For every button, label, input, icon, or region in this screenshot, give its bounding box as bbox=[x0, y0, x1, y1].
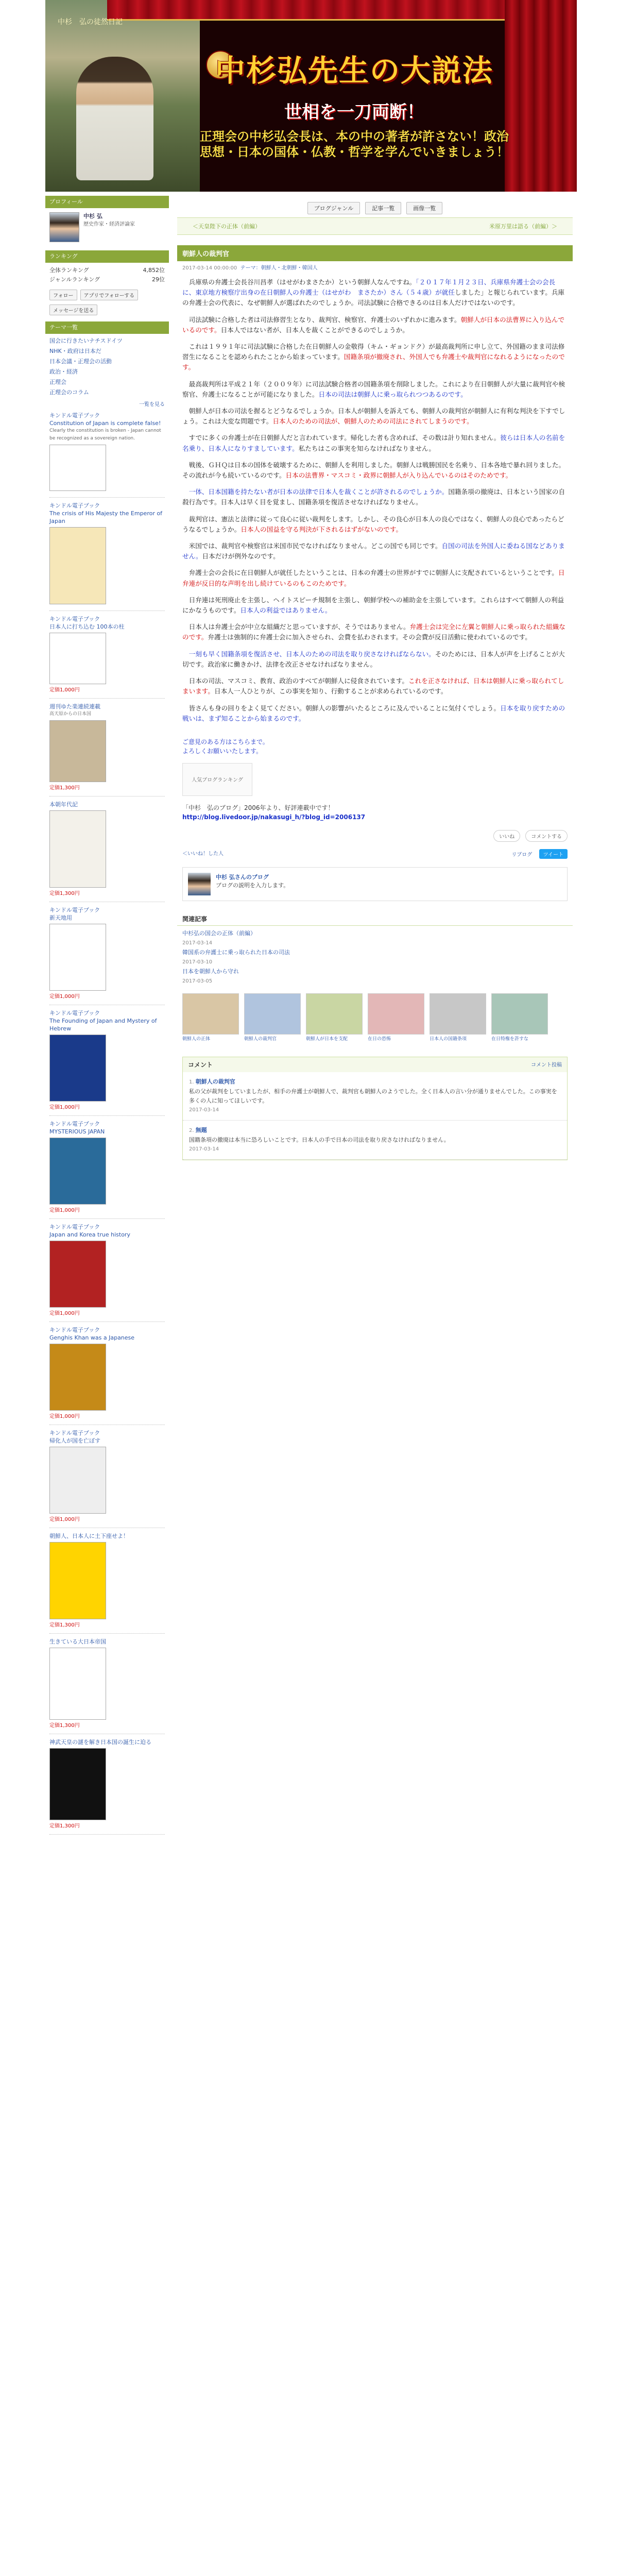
book-cover[interactable] bbox=[49, 1344, 106, 1411]
book-cover[interactable] bbox=[49, 720, 106, 782]
article-text: 皆さんも身の回りをよく見てください。朝鮮人の影響がいたるところに及んでいることに気付くでしょう。 bbox=[188, 704, 501, 712]
book-title-link[interactable]: Constitution of Japan is complete false! bbox=[49, 420, 161, 427]
article-paragraph bbox=[182, 406, 568, 427]
book-price: 定価1,300円 bbox=[49, 785, 80, 791]
book-kind: キンドル電子ブック bbox=[49, 1224, 100, 1230]
blog-subheading: 中杉 弘の徒然日記 bbox=[58, 18, 123, 26]
comment-list bbox=[183, 1072, 567, 1160]
article-text: 日弁連は死刑廃止を主張し、ヘイトスピーチ規制を主張し、朝鮮学校への補助金を主張しています。これらはすべて朝鮮人の利益にかなうものです。 bbox=[182, 596, 564, 615]
book-cover[interactable] bbox=[49, 924, 106, 991]
book-item bbox=[45, 611, 169, 698]
comments-header bbox=[183, 1057, 567, 1072]
sig-line: よろしくお願いいたします。 bbox=[182, 747, 263, 755]
book-cover[interactable] bbox=[49, 1447, 106, 1514]
article-emphasis: 日本の法曹界・マスコミ・政界に朝鮮人が入り込んでいるのはそのためです。 bbox=[285, 471, 512, 480]
book-price: 定価1,000円 bbox=[49, 994, 80, 999]
comments-section bbox=[182, 1057, 568, 1160]
book-item bbox=[45, 1322, 169, 1425]
profile-heading: プロフィール bbox=[45, 196, 169, 208]
profile-desc: 歴史作家・経済評論家 bbox=[83, 222, 135, 227]
nav-articles-button[interactable]: 記事一覧 bbox=[365, 202, 401, 214]
book-cover[interactable] bbox=[49, 1241, 106, 1308]
book-kind: キンドル電子ブック bbox=[49, 907, 100, 913]
ranking-banner[interactable]: 人気ブログランキング bbox=[182, 763, 252, 796]
author-name[interactable]: 中杉 弘さんのブログ bbox=[216, 873, 269, 880]
rank-row bbox=[49, 266, 165, 275]
book-price: 定価1,000円 bbox=[49, 1208, 80, 1213]
post-theme-link[interactable]: テーマ：朝鮮人・北朝鮮・韓国人 bbox=[240, 265, 318, 271]
article-paragraph bbox=[182, 595, 568, 616]
article-paragraph bbox=[182, 487, 568, 507]
book-cover[interactable] bbox=[49, 810, 106, 888]
article-text: 裁判官は、憲法と法律に従って良心に従い裁判をします。しかし、その良心が日本人の良心ではなく、朝鮮人の良心であったらどうなるでしょうか。 bbox=[182, 515, 564, 533]
ranking-box bbox=[45, 263, 169, 287]
article-text: 日本人ではない者が、日本人を裁くことができるのでしょうか。 bbox=[220, 326, 409, 334]
book-item bbox=[45, 796, 169, 902]
article-text: しました」と報じられています。兵庫の弁護士会の代表に、なぜ朝鮮人が選ばれたのでしょうか。司法試験に合格できるのは日本人だけではないのです。 bbox=[182, 289, 565, 307]
related-date: 2017-03-10 bbox=[182, 959, 213, 965]
follow-row bbox=[45, 287, 169, 302]
book-title-link[interactable]: The Founding of Japan and Mystery of Hebrew bbox=[49, 1018, 157, 1032]
post-header bbox=[177, 245, 573, 273]
book-cover[interactable] bbox=[49, 527, 106, 604]
header-banner[interactable] bbox=[45, 0, 577, 192]
thumb-image[interactable] bbox=[368, 993, 424, 1035]
share-row bbox=[177, 847, 573, 861]
article-paragraph bbox=[182, 649, 568, 670]
book-item bbox=[45, 1219, 169, 1321]
related-thumb[interactable] bbox=[244, 993, 301, 1042]
theme-link[interactable]: 正理会 bbox=[49, 379, 66, 385]
book-kind: キンドル電子ブック bbox=[49, 412, 100, 419]
book-cover[interactable] bbox=[49, 1542, 106, 1619]
book-title-link[interactable]: 朝鮮人、日本人に土下座せよ！ bbox=[49, 1533, 129, 1539]
theme-list bbox=[45, 334, 169, 400]
article-emphasis: 朝鮮人の弁護士（はせがわ まさたか）さん（５４歳）が就任 bbox=[273, 289, 455, 297]
post-pager bbox=[177, 217, 573, 235]
rank-row bbox=[49, 275, 165, 284]
theme-link[interactable]: 日本会議・正理会の活動 bbox=[49, 358, 112, 365]
article-paragraph bbox=[182, 315, 568, 335]
book-item bbox=[45, 1734, 169, 1834]
book-title-link[interactable]: 日本人に打ち込む 100本の柱 bbox=[49, 623, 125, 630]
book-title-link[interactable]: 帰化人が国を亡ぼす bbox=[49, 1437, 100, 1444]
book-item bbox=[45, 1425, 169, 1528]
book-price: 定価1,300円 bbox=[49, 1622, 80, 1628]
sidebar bbox=[45, 192, 169, 1835]
author-desc: ブログの説明を入力します。 bbox=[216, 882, 289, 889]
book-price: 定価1,000円 bbox=[49, 1105, 80, 1110]
top-nav bbox=[177, 192, 573, 217]
rank-label: 全体ランキング bbox=[49, 267, 89, 274]
article-paragraph bbox=[182, 568, 568, 588]
article-text: これは１９９１年に司法試験に合格した在日朝鮮人の金敬得（キム・ギョンドク）が最高裁判所に申し立て、外国籍のまま司法修習生になることを認められたことから始まっています。 bbox=[182, 343, 565, 361]
promo-url-link[interactable]: http://blog.livedoor.jp/nakasugi_h/?blog_id=2006137 bbox=[182, 813, 366, 821]
next-post-link[interactable]: 米原万里は語る（前編）＞ bbox=[489, 223, 557, 230]
article-emphasis: 日弁連が反日的な声明を出し続けているのもこのためです。 bbox=[182, 569, 565, 587]
thumb-image[interactable] bbox=[182, 993, 239, 1035]
rank-value: 29位 bbox=[152, 276, 165, 283]
article-paragraph bbox=[182, 342, 568, 373]
comment-button[interactable]: コメントする bbox=[525, 830, 568, 842]
book-cover[interactable] bbox=[49, 633, 106, 684]
article-emphasis: 日本の司法は朝鮮人に乗っ取られつつあるのです。 bbox=[318, 390, 467, 398]
thumb-caption[interactable]: 朝鮮人の正体 bbox=[182, 1036, 211, 1042]
book-item bbox=[45, 1005, 169, 1115]
reaction-row bbox=[177, 825, 573, 847]
theme-link[interactable]: 政治・経済 bbox=[49, 368, 78, 375]
follow-button[interactable]: フォロー bbox=[49, 290, 77, 300]
post-comment-link[interactable]: コメント投稿 bbox=[531, 1062, 562, 1068]
comment-body: 国籍条項の撤廃は本当に恐ろしいことです。日本人の手で日本の司法を取り戻さなければなりません。 bbox=[189, 1136, 450, 1143]
book-title-link[interactable]: 神武天皇の謎を解き日本国の誕生に迫る bbox=[49, 1739, 151, 1745]
promo-text: 「中杉 弘のブログ」2006年より、好評連載中です！ bbox=[182, 804, 334, 811]
book-kind: キンドル電子ブック bbox=[49, 1121, 100, 1127]
divider bbox=[49, 1834, 165, 1835]
related-thumbnails bbox=[177, 989, 573, 1046]
article-text: 日本人は弁護士会が中立な組織だと思っていますが、そうではありません。 bbox=[188, 623, 410, 631]
article-text: 最高裁判所は平成２１年（２００９年）に司法試験合格者の国籍条項を削除しました。これにより在日朝鮮人が大量に裁判官や検察官、弁護士になることが可能になりました。 bbox=[182, 380, 565, 398]
book-title-link[interactable]: MYSTERIOUS JAPAN bbox=[49, 1128, 105, 1135]
book-item bbox=[45, 902, 169, 1005]
app-follow-button[interactable]: アプリでフォローする bbox=[80, 290, 139, 300]
book-kind: キンドル電子ブック bbox=[49, 1010, 100, 1016]
book-title-link[interactable]: 生きている大日本帝国 bbox=[49, 1638, 106, 1645]
book-price: 定価1,300円 bbox=[49, 1723, 80, 1728]
book-list bbox=[45, 408, 169, 1835]
comment-date: 2017-03-14 bbox=[189, 1107, 219, 1113]
article-emphasis: これを正さなければ、日本は朝鮮人に乗っ取られてしまいます。 bbox=[182, 677, 564, 696]
book-item bbox=[45, 498, 169, 611]
rank-label: ジャンルランキング bbox=[49, 276, 100, 283]
article-text: 日本の司法、マスコミ、教育、政治のすべてが朝鮮人に侵食されています。 bbox=[188, 677, 409, 685]
article-emphasis: 国籍条項が撤廃され、外国人でも弁護士や裁判官になれるようになったのです。 bbox=[182, 353, 565, 371]
related-link[interactable]: 中杉弘の国会の正体（前編） bbox=[182, 929, 256, 937]
book-subtitle: Clearly the constitution is broken - Japan cannot be recognized as a sovereign nation. bbox=[49, 428, 161, 441]
post-title[interactable]: 朝鮮人の裁判官 bbox=[177, 245, 573, 261]
related-date: 2017-03-14 bbox=[182, 940, 213, 946]
prev-post-link[interactable]: ＜天皇陛下の正体（前編） bbox=[193, 223, 261, 230]
book-cover[interactable] bbox=[49, 1138, 106, 1205]
article-paragraph bbox=[182, 379, 568, 400]
theme-link[interactable]: 正理会のコラム bbox=[49, 389, 89, 396]
thumb-caption[interactable]: 在日の恐怖 bbox=[368, 1036, 391, 1042]
author-box bbox=[182, 867, 568, 901]
comments-heading: コメント bbox=[188, 1061, 213, 1069]
article-emphasis: 日本人の利益ではありません。 bbox=[240, 606, 332, 615]
comment-head bbox=[189, 1126, 561, 1136]
blog-promo bbox=[177, 800, 573, 825]
article-text: すでに多くの弁護士が在日朝鮮人だと言われています。帰化した者も含めれば、その数は計り知れません。 bbox=[188, 434, 501, 442]
article-emphasis: 弁護士会は完全に左翼と朝鮮人に乗っ取られた組織なのです。 bbox=[182, 623, 565, 641]
related-thumb[interactable] bbox=[368, 993, 424, 1042]
book-title-link[interactable]: The crisis of His Majesty the Emperor of Japan bbox=[49, 510, 162, 524]
article-paragraph bbox=[182, 622, 568, 642]
article-text: 戦後、ＧＨＱは日本の国体を破壊するために、朝鮮人を利用しました。朝鮮人は戦勝国民を名乗り、日本各地で暴れ回りました。その流れが今も続いているのです。 bbox=[182, 461, 565, 480]
theme-link[interactable]: NHK・政府は日本だ bbox=[49, 348, 101, 354]
article-text: 弁護士は強制的に弁護士会に加入させられ、会費を払わされます。その会費が反日活動に使われているのです。 bbox=[208, 633, 531, 641]
comment-date: 2017-03-14 bbox=[189, 1146, 219, 1152]
article-text: 私たちはこの事実を知らなければなりません。 bbox=[298, 444, 435, 452]
nav-genre-button[interactable]: ブログジャンル bbox=[307, 202, 360, 214]
book-title-link[interactable]: Genghis Khan was a Japanese bbox=[49, 1334, 135, 1341]
book-cover[interactable] bbox=[49, 1648, 106, 1720]
book-item bbox=[45, 408, 169, 497]
ranking-heading: ランキング bbox=[45, 250, 169, 263]
nav-images-button[interactable]: 画像一覧 bbox=[406, 202, 442, 214]
article-emphasis: 彼らは日本人の名前を名乗り、日本人になりすましています。 bbox=[182, 434, 565, 452]
comment-number: 2. bbox=[189, 1127, 196, 1133]
article-paragraph bbox=[182, 703, 568, 724]
book-item bbox=[45, 699, 169, 796]
book-subtitle: 高天原からの日本国 bbox=[49, 711, 92, 717]
article-emphasis: 日本人のための司法が、朝鮮人のための司法にされてしまうのです。 bbox=[272, 417, 473, 426]
reblog-link[interactable]: リブログ bbox=[511, 852, 533, 858]
blog-subtitle: 世相を一刀両断！ bbox=[284, 102, 424, 123]
related-thumb[interactable] bbox=[491, 993, 548, 1042]
article-signature bbox=[177, 734, 573, 759]
article-text: 国籍条項の撤廃は、日本という国家の自殺行為です。日本人は早く目を覚まし、国籍条項を復活させなければなりません。 bbox=[182, 488, 565, 506]
article-text: 米国では、裁判官や検察官は米国市民でなければなりません。どこの国でも同じです。 bbox=[188, 542, 442, 550]
theme-link[interactable]: 国会に行きたいナチスドイツ bbox=[49, 337, 123, 344]
article-text: 朝鮮人が日本の司法を握るとどうなるでしょうか。日本人が朝鮮人を訴えても、朝鮮人の裁判官が朝鮮人に有利な判決を下すでしょう。これは大変な問題です。 bbox=[182, 407, 565, 426]
author-avatar[interactable] bbox=[188, 873, 211, 895]
book-price: 定価1,300円 bbox=[49, 891, 80, 896]
blog-tagline: 正理会の中杉弘会長は、本の中の著者が許さない！政治思想・日本の国体・仏教・哲学を学んでいきましょう！ bbox=[200, 129, 509, 159]
thumb-image[interactable] bbox=[430, 993, 486, 1035]
article-text: 司法試験に合格した者は司法修習生となり、裁判官、検察官、弁護士のいずれかに進みます。 bbox=[188, 315, 461, 324]
book-price: 定価1,000円 bbox=[49, 1414, 80, 1419]
book-cover[interactable] bbox=[49, 1035, 106, 1101]
comment-body: 私の父が裁判をしていましたが、相手の弁護士が朝鮮人で、裁判官も朝鮮人のようでした。全く日本人の言い分が通りませんでした。この事実を多くの人に知ってほしいです。 bbox=[189, 1088, 557, 1104]
related-thumb[interactable] bbox=[182, 993, 239, 1042]
thumb-caption[interactable]: 在日特権を許すな bbox=[491, 1036, 529, 1042]
book-title-link[interactable]: Japan and Korea true history bbox=[49, 1231, 130, 1238]
comment-title[interactable]: 無題 bbox=[195, 1126, 207, 1133]
related-thumb[interactable] bbox=[430, 993, 486, 1042]
profile-box bbox=[45, 208, 169, 246]
related-link[interactable]: 日本を朝鮮人から守れ bbox=[182, 968, 239, 975]
article-paragraph bbox=[182, 460, 568, 481]
book-item bbox=[45, 1528, 169, 1633]
thumb-caption[interactable]: 日本人の国籍条項 bbox=[430, 1036, 467, 1042]
article-emphasis: 日本を取り戻すための戦いは、まず知ることから始まるのです。 bbox=[182, 704, 565, 722]
article-paragraph bbox=[182, 433, 568, 453]
theme-more-link[interactable]: 一覧を見る bbox=[139, 402, 165, 408]
book-cover[interactable] bbox=[49, 445, 106, 491]
book-price: 定価1,000円 bbox=[49, 1517, 80, 1522]
article-emphasis: 「２０１７年１月２３日、兵庫県弁護士会の会長に、東京地方検察庁出身の在日 bbox=[182, 278, 556, 297]
post-meta bbox=[177, 261, 573, 273]
article-emphasis: 朝鮮人が日本の法曹界に入り込んでいるのです。 bbox=[182, 315, 565, 334]
header-photo bbox=[45, 0, 200, 192]
tweet-button[interactable]: ツイート bbox=[539, 849, 568, 859]
comment-title[interactable]: 朝鮮人の裁判官 bbox=[195, 1078, 235, 1085]
book-kind: キンドル電子ブック bbox=[49, 1327, 100, 1333]
main-column bbox=[177, 192, 573, 1171]
book-title-link[interactable]: 新天地用 bbox=[49, 914, 72, 921]
avatar[interactable] bbox=[49, 212, 79, 242]
liked-users-link[interactable]: ＜いいね！した人 bbox=[182, 851, 224, 857]
article-emphasis: 一体、日本国籍を持たない者が日本の法律で日本人を裁くことが許されるのでしょうか。 bbox=[188, 488, 449, 496]
related-thumb[interactable] bbox=[306, 993, 363, 1042]
book-price: 定価1,000円 bbox=[49, 687, 80, 693]
thumb-image[interactable] bbox=[491, 993, 548, 1035]
article-paragraph bbox=[182, 541, 568, 562]
article-paragraph bbox=[182, 676, 568, 697]
comment-item bbox=[183, 1072, 567, 1121]
blog-title[interactable]: 中杉弘先生の大説法 bbox=[215, 53, 493, 88]
article-text: 日本人一人ひとりが、この事実を知り、行動することが求められているのです。 bbox=[214, 687, 448, 696]
book-kind: キンドル電子ブック bbox=[49, 1430, 100, 1436]
book-cover[interactable] bbox=[49, 1748, 106, 1820]
related-heading: 関連記事 bbox=[177, 907, 573, 926]
book-title-link[interactable]: 本朝年代記 bbox=[49, 801, 78, 808]
related-link[interactable]: 韓国系の弁護士に乗っ取られた日本の司法 bbox=[182, 948, 290, 956]
send-message-button[interactable]: メッセージを送る bbox=[49, 304, 97, 315]
theme-list-heading: テーマ一覧 bbox=[45, 321, 169, 334]
thumb-caption[interactable]: 朝鮮人の裁判官 bbox=[244, 1036, 277, 1042]
article-text: 兵庫県の弁護士会長谷川昌孝（はせがわまさたか）という朝鮮人なんですね。 bbox=[188, 278, 416, 286]
book-kind: キンドル電子ブック bbox=[49, 616, 100, 622]
related-date: 2017-03-05 bbox=[182, 978, 213, 984]
thumb-caption[interactable]: 朝鮮人が日本を支配 bbox=[306, 1036, 348, 1042]
profile-name[interactable]: 中杉 弘 bbox=[83, 213, 102, 219]
article-body bbox=[177, 273, 573, 734]
comment-head bbox=[189, 1077, 561, 1087]
book-price: 定価1,300円 bbox=[49, 1823, 80, 1829]
post-date: 2017-03-14 00:00:00 bbox=[182, 265, 237, 271]
article-paragraph bbox=[182, 514, 568, 535]
thumb-image[interactable] bbox=[306, 993, 363, 1035]
rank-value: 4,852位 bbox=[143, 267, 165, 274]
comment-item bbox=[183, 1121, 567, 1160]
article-text: そのためには、日本人が声を上げることが大切です。政治家に働きかけ、法律を改正させなければなりません。 bbox=[182, 650, 565, 668]
comment-number: 1. bbox=[189, 1079, 196, 1085]
article-emphasis: 一刻も早く国籍条項を復活させ、日本人のための司法を取り戻さなければならない。 bbox=[188, 650, 435, 658]
like-button[interactable]: いいね bbox=[493, 830, 520, 842]
related-list bbox=[177, 926, 573, 989]
header-person-photo bbox=[76, 57, 153, 180]
article-emphasis: 自国の司法を外国人に委ねる国などありません。 bbox=[182, 542, 565, 561]
book-kind: キンドル電子ブック bbox=[49, 502, 100, 509]
page bbox=[45, 0, 577, 2576]
book-item bbox=[45, 1116, 169, 1218]
book-title-link[interactable]: 週刊ゆた楽連続連載 bbox=[49, 703, 100, 710]
article-text: 日本だけが例外なのです。 bbox=[202, 552, 280, 561]
article-paragraph bbox=[182, 277, 568, 309]
book-price: 定価1,000円 bbox=[49, 1311, 80, 1316]
thumb-image[interactable] bbox=[244, 993, 301, 1035]
curtain-right bbox=[505, 0, 577, 192]
article-emphasis: 日本人の国益を守る判決が下されるはずがないのです。 bbox=[241, 525, 403, 533]
book-item bbox=[45, 1634, 169, 1734]
sig-line: ご意見のある方はこちらまで。 bbox=[182, 738, 269, 745]
article-text: 弁護士会の会長に在日朝鮮人が就任したということは、日本の弁護士の世界がすでに朝鮮人に支配されているということです。 bbox=[188, 569, 558, 577]
